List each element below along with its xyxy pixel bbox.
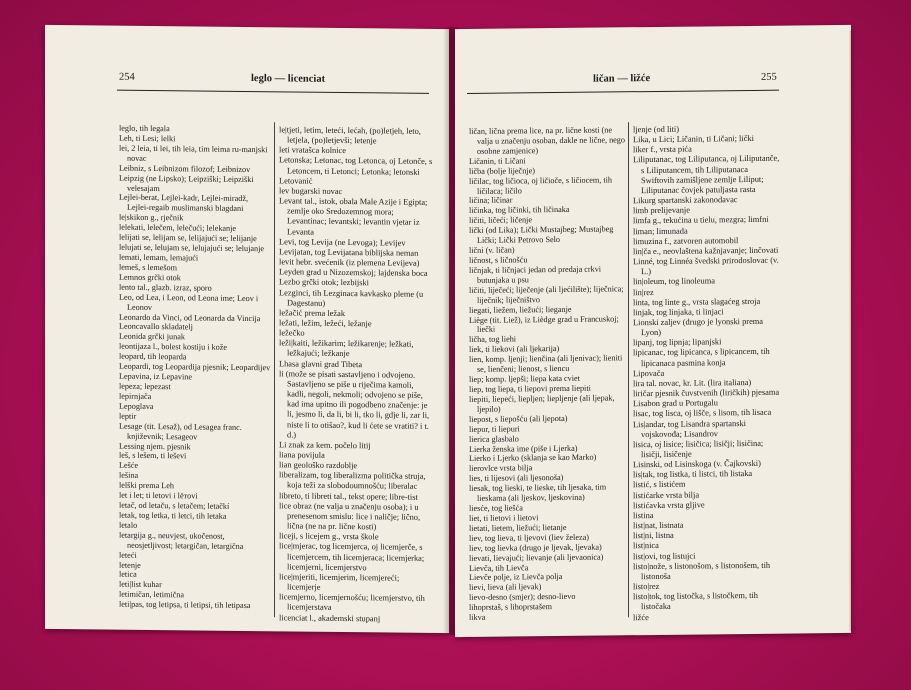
dictionary-entry: licemjerno, licemjernošću; licemjerstvo, tih licemjerstava [279,592,425,613]
dictionary-entry: lira tal. novac, kr. Lit. (lira italiana) [633,377,752,389]
right-column-divider [628,122,629,617]
dictionary-entry: Lievča, tih Lievča [469,562,529,573]
dictionary-entry: Li znak za kem. počelo litij [279,440,371,451]
right-page-number: 255 [761,71,777,83]
dictionary-entry: Leo, od Lea, i Leon, od Leona ime; Leov i Leonov [119,292,259,312]
dictionary-entry: libreto, ti libreti tal., tekst opere; libre-tist [279,490,418,502]
dictionary-entry: lierovlce vrsta bilja [469,463,533,474]
dictionary-entry: ličnjak, ti ličnjaci jedan od predaja crkvi butunjaka u psu [469,264,602,285]
dictionary-entry: Levi, tog Levija (ne Levoga); Levijev [279,237,406,248]
dictionary-entry: lice|mjeriti, licemjerim, licemjereći; licemjerje [279,572,400,592]
dictionary-entry: ličan, lična prema lice, na pr. lične kosti (ne valja u značenju osoban, dakle ne lične, nego osobne zamjenice) [469,125,625,156]
dictionary-entry: liepost, s liepošću (ali ljepota) [469,413,568,424]
dictionary-entry: letač, od letaču, s letačem; letačkí [119,500,230,511]
dictionary-entry: lierica glasbalo [469,433,519,444]
dictionary-entry: lice obraz (ne valja u značenju osoba); i u prenesenom smislu: lice i naličje; lično, lična (ne na pr. lične kosti) [279,501,421,532]
dictionary-entry: liegati, liežem, liežući; lieganje [469,304,572,315]
dictionary-entry: Lhasa glavni grad Tibeta [279,358,363,369]
dictionary-entry: Lemnos grčki otok [119,272,181,283]
dictionary-entry: Letovanić [279,176,313,186]
dictionary-entry: liet, ti lietovi i lietovi [469,513,539,523]
dictionary-entry: leti|pas, tog letipsa, ti letipsi, tih letipasa [119,599,251,611]
dictionary-entry: leglo, tih legala [119,123,170,134]
dictionary-entry: Lierko i Ljerko (sklanja se kao Marko) [469,453,597,464]
dictionary-entry: linjak, tog linjaka, ti linjaci [633,307,724,318]
right-running-head: ličan — ližće [593,73,651,85]
dictionary-entry: lisica, oj lisice; lisičica; lisičji; lisičina; lisičji, lisičenje [633,438,764,460]
dictionary-entry: linta, tog linte g., vrsta slagaćeg stroja [633,296,761,307]
dictionary-entry: limb prelijevanje [633,205,690,216]
right-column-1 [469,125,625,623]
dictionary-entry: Lepoglava [119,401,154,411]
dictionary-entry: Lievče polje, iz Lievča polja [469,572,563,583]
dictionary-entry: listo|nože, s listonošom, s listonošem, tih listonoša [633,560,771,582]
dictionary-entry: leptir [119,411,137,421]
dictionary-entry: letak, tog letka, ti letci, tih letaka [119,510,227,521]
dictionary-entry: leontijaza l., bolest kostiju i kože [119,341,228,353]
dictionary-entry: ležati, ležim, ležeći, ležanje [279,318,372,329]
dictionary-entry: li (može se pisati sastavljeno i odvojeno. Sastavljeno se piše u riječima kamoli, kadli, negoli, nekmoli; odvojeno se piše, kad ima upitno ili pogodbeno značenje: je li, jesmo li, da li, bi li, tko li, gdje li, zar li, niste li to otišao?, kud li ćete se vratiti? i t. d.) [279,369,430,440]
dictionary-entry: listo|rez [633,581,660,592]
dictionary-entry: Lisabon grad u Portugalu [633,398,718,409]
dictionary-entry: Levijatan, tog Levijatana biblijska neman [279,247,419,258]
dictionary-entry: lepirnjača [119,391,152,401]
dictionary-entry: lešina [119,470,139,481]
dictionary-entry: lis|tak, tog listka, ti listci, tih listaka [633,469,753,480]
dictionary-entry: Letonska; Letonac, tog Letonca, oj Letonče, s Letoncem, ti Letonci; Letonka; letonski [279,155,433,177]
dictionary-entry: Liliputanac, tog Liliputanca, oj Liliputanče, s Liliputancem, tih Liliputanaca Swiftovih zamišljene zemlje Liliput; Liliputanac čovjek patuljasta rasta [633,154,780,196]
dictionary-entry: leopard, tih leoparda [119,351,187,362]
dictionary-entry: Lesage (tit. Lesaž), od Lesagea franc. književnik; Lesageov [119,421,242,442]
dictionary-entry: ličha, tog liehi [469,334,517,345]
dictionary-entry: levit hebr. svećenik (iz plemena Levijeva) [279,257,420,268]
dictionary-entry: letimičan, letimična [119,589,185,600]
dictionary-entry: liman; limunada [633,226,688,236]
dictionary-entry: licenciat l., akademski stupanj [279,612,381,623]
dictionary-entry: lični (v. ličan) [469,245,515,255]
dictionary-entry: Liège (tit. Liež), iz Lièdge grad u Francuskoj; liečki [469,313,619,335]
dictionary-entry: liberalizam, tog liberalizma politička struja, koja teži za slobodoumnošću; liberalac [279,470,426,492]
dictionary-entry: lemati, lemam, lemajući [119,252,199,263]
dictionary-entry: liesće, tog liešća [469,503,523,513]
dictionary-entry: lelujati se, lelujam se, lelujajući se; lelujanje [119,242,265,254]
dictionary-entry: ljenje (od liti) [633,124,680,135]
dictionary-entry: liričar pjesnik čuvstvenih (liričkih) pjesama [633,387,780,399]
dictionary-entry: ličiti, ličeći; ličenje [469,215,532,226]
dictionary-entry: le|skikon g., rječnik [119,212,184,223]
dictionary-entry: ličiti, liječeći; liječenje (ali ljećilište); liječnica; liječnik; liječništvo [469,284,624,305]
dictionary-entry: ličilac, tog ličioca, oj ličioče, s ličiocem, tih ličilaca; ličilo [469,175,613,196]
dictionary-entry: lice|mjerac, tog licemjerca, oj licemjerče, s licemjercem, tih licemjeraca; licemjerka; licemjerni, licemjerstvo [279,541,425,572]
dictionary-entry: ližće [633,612,649,622]
dictionary-entry: letargija g., neuvjest, ukočenost, neosjetljivost; letargičan, letargična [119,530,244,551]
dictionary-entry: listić, s listićem [633,480,686,490]
dictionary-entry: lelijati se, lelijam se, lelijajući se; lelijanje [119,232,257,244]
dictionary-entry: likva [469,612,486,623]
dictionary-entry: lipicanac, tog lipicanca, s lipicancem, tih lipicanaca pasmina konja [633,347,770,368]
dictionary-entry: Lejlei-berat, Lejlei-kadr, Lejlei-miradž, Lejlei-regaib muslimanski blagdani [119,193,249,214]
dictionary-entry: lievati, lievajući; lievanje (ali ljevaonica) [469,552,604,563]
dictionary-entry: liana povijula [279,450,325,460]
dictionary-entry: Lierka ženska ime (piše i Ljerka) [469,443,578,454]
dictionary-entry: Leoncavallo skladatelj [119,322,193,332]
dictionary-entry: Lionski zaljev (drugo je lyonski prema Lyon) [633,316,764,338]
dictionary-entry: Lessing njem. pjesnik [119,441,191,451]
dictionary-entry: Leonardo da Vinci, od Leonarda da Vincija [119,312,261,323]
left-column-2 [279,125,433,624]
dictionary-entry: letenje [119,560,141,570]
page-edges [849,31,851,631]
dictionary-entry: letica [119,570,137,580]
dictionary-entry: lei, 2 leia, ti lei, tih leia, tim leima ru-manjski novac [119,143,268,163]
dictionary-entry: list|nat, listnata [633,520,684,531]
dictionary-entry: liker f., vrsta pića [633,144,692,155]
dictionary-entry: lihoprstaš, s lihoprstašem [469,602,553,613]
dictionary-entry: limfa g., tekućina u tielu, mezgra; limfni [633,215,769,226]
dictionary-entry: lievi, lieva (ali ljevak) [469,582,542,593]
dictionary-entry: lien, komp. ljenji; lienčina (ali ljenivac); lieniti se, lienčeni; lienost, s liencu [469,353,623,374]
left-running-head: leglo — licenciat [251,73,326,85]
left-page [45,25,449,633]
dictionary-entry: ležečko [279,328,305,338]
dictionary-entry: lento tal., glazb. izraz, sporo [119,282,212,293]
dictionary-entry: Levant tal., istok, obala Male Azije i Egipta; zemlje oko Sredozemnog mora; Levantinac; levantski; levantin vjetar iz Levanta [279,196,428,237]
dictionary-entry: liep; komp. ljepši; liepa kata cviet [469,373,580,384]
dictionary-entry: Leonida grčki junak [119,332,185,342]
dictionary-entry: lev bugarski novac [279,186,343,196]
left-column-divider [274,122,275,617]
dictionary-entry: ličnost, s ličnošću [469,255,528,265]
open-book [45,27,855,635]
dictionary-entry: let i let; ti letovi i lётovi [119,490,198,501]
dictionary-entry: Leyden grad u Nizozemskoj; lajdenska boca [279,267,428,279]
dictionary-entry: Lipovača [633,368,665,378]
dictionary-entry: ležačić prema ležak [279,308,346,318]
dictionary-entry: leži|kaiti, ležikarim; ležikarenje; ležkati, ležkajući; ležkanje [279,338,414,359]
dictionary-entry: Linné, tog Linnéa švedski prirodoslovac (v. L.) [633,255,779,277]
dictionary-entry: lički (od Lika); Lički Mustajbeg; Mustajbeg Lički; Lički Petrovo Selo [469,224,614,245]
dictionary-entry: Lepavina, iz Lepavine [119,371,192,382]
dictionary-entry: lin|ča e., neovlaštena kažnjavanje; linčovati [633,245,779,257]
dictionary-entry: Leibniz, s Leibnizom filozof; Leibnizov [119,163,251,174]
dictionary-entry: list|nica [633,541,659,551]
dictionary-entry: Leh, ti Lesi; lelki [119,133,176,144]
dictionary-entry: Leopardi, tog Leopardija pjesnik; Leopardijev [119,361,271,373]
dictionary-entry: list|ovi, tog listujci [633,551,696,561]
dictionary-entry: liceji, s licejem g., vrsta škole [279,531,379,542]
dictionary-entry: lelekati, lelečem, lelečući; lelekanje [119,222,237,234]
dictionary-entry: lepeza; lepezast [119,381,171,392]
dictionary-entry: ličba (bolje liječnje) [469,165,535,176]
dictionary-entry: liepiti, liepeći, liepljen; liepljenje (ali ljepak, ljepilo) [469,393,615,414]
dictionary-entry: liek, ti liekovi (ali ljekarija) [469,344,560,355]
dictionary-entry: lies, ti lijesovi (ali ljesonoša) [469,473,564,484]
dictionary-entry: lelški prema Leh [119,480,175,491]
dictionary-entry: Lis|andar, tog Lisandra spartanski vojskovođa; Lisandrov [633,418,746,439]
dictionary-entry: Lezbo grčki otok; lezbijski [279,277,370,288]
dictionary-entry: lievo-desno (smjer); desno-lievo [469,592,576,603]
dictionary-entry: Ličanin, ti Ličani [469,156,526,166]
dictionary-entry: lipanj, tog lipnja; lipanjski [633,337,722,348]
left-page-number: 254 [119,71,135,83]
dictionary-entry: listina [633,510,654,521]
dictionary-entry: limuzina f., zatvoren automobil [633,235,739,246]
dictionary-entry: Leipzig (ne Lipsko); Leipziški; Leipziški velesajam [119,173,254,193]
left-column-1 [119,124,271,612]
dictionary-entry: lian geološko razdoblje [279,460,358,471]
dictionary-entry: Lisinski, od Lisinskoga (v. Čajkovski) [633,459,761,470]
dictionary-entry: ličina; ličinar [469,195,513,206]
right-column-2 [633,124,783,623]
dictionary-entry: Lešće [119,461,139,471]
dictionary-entry: ličinka, tog ličinki, tih ličinaka [469,205,570,216]
dictionary-entry: Lika, u Lici; Ličanin, ti Ličani; lički [633,134,754,145]
dictionary-entry: lin|rez [633,287,654,297]
dictionary-entry: liepur, ti liepuri [469,424,520,434]
dictionary-entry: leti|list kuhar [119,580,162,590]
dictionary-entry: lin|oleum, tog linoleuma [633,276,715,287]
right-page [455,25,851,637]
dictionary-entry: liep, tog liepa, ti liepovi prema liepiti [469,383,591,394]
right-header-rule [467,90,779,94]
dictionary-entry: le|tjeti, letim, leteći, lećah, (po)letjeh, leto, letjela, (po)letjevši; letenje [279,125,421,146]
dictionary-entry: leti vratašca kolnice [279,145,346,156]
dictionary-entry: liesak, tog lieski, te lieske, tih ljesaka, tim lieskama (ali ljeskov, ljeskovina) [469,482,607,503]
dictionary-entry: liev, tog lieva, ti ljevovi (liev železa) [469,532,589,543]
dictionary-entry: listo|tok, tog listočka, s listočkem, tih listočaka [633,591,758,612]
dictionary-entry: lemeš, s lemešom [119,262,177,273]
dictionary-entry: leteći [119,550,137,560]
dictionary-entry: letalo [119,520,138,530]
left-header-rule [117,90,429,94]
dictionary-entry: Likurg spartanski zakonodavac [633,195,738,206]
dictionary-entry: list|ni, listna [633,531,674,541]
dictionary-entry: leš, s lešem, ti leševi [119,451,187,461]
dictionary-entry: listićavka vrsta gljive [633,500,705,510]
dictionary-entry: lisac, tog lisca, oj lišče, s lisom, tih lisaca [633,408,772,419]
dictionary-entry: lietati, lietem, liežući; lietanje [469,522,567,533]
dictionary-entry: liev, tog lievka (drugo je ljevak, ljevaka) [469,542,602,553]
dictionary-entry: Lezginci, tih Lezginaca kavkasko pleme (u Dagestanu) [279,287,424,308]
dictionary-entry: listićarke vrsta bilja [633,490,700,500]
